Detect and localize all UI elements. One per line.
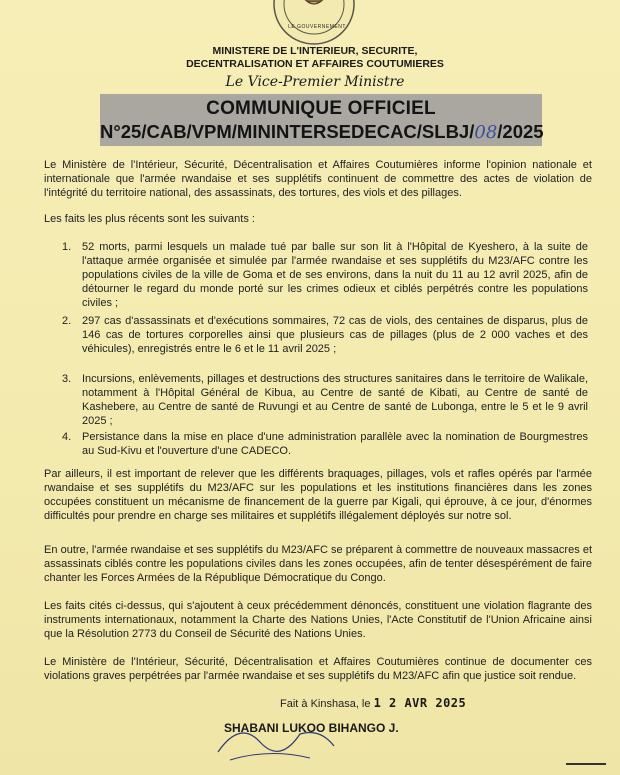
paragraph-documentation: Le Ministère de l'Intérieur, Sécurité, Décentralisation et Affaires Coutumières continue de documenter ces violations graves perpétrées par l'armée rwandaise et ses supplétifs du M23/AFC afin que justice soit rendue. — [44, 656, 592, 682]
list-item-number: 2. — [62, 315, 72, 327]
reference-suffix: /2025 — [497, 121, 544, 142]
paragraph-massacres: En outre, l'armée rwandaise et ses supplétifs du M23/AFC se préparent à commettre de nouveaux massacres et assassinats ciblés contre les populations civiles dans les zones occupées, afin de tenter désespérément de faire chanter les Forces Armées de la République Démocratique du Congo. — [44, 544, 592, 584]
list-item-number: 1. — [62, 241, 72, 253]
ministry-line-2: DECENTRALISATION ET AFFAIRES COUTUMIERES — [186, 58, 444, 70]
paragraph-violations: Les faits cités ci-dessus, qui s'ajoutent à ceux précédemment dénoncés, constituent une violation flagrante des instruments internationaux, notamment la Charte des Nations Unies, l'Acte Constitutif de l'Union Africaine ainsi que la Résolution 2773 du Conseil de Sécurité des Nations Unies. — [44, 600, 592, 640]
paragraph-financing: Par ailleurs, il est important de relever que les différents braquages, pillages, vols et rafles opérés par l'armée rwandaise et ses supplétifs du M23/AFC sur les populations et les institutions financières dans les zones occupées constituent un mécanisme de financement de la guerre par Kigali, qui éprouve, à ce jour, d'énormes difficultés pour prendre en charge ses militaires et supplétifs illégalement déployés sur notre sol. — [44, 468, 592, 522]
government-seal-icon — [272, 0, 356, 46]
intro-paragraph: Le Ministère de l'Intérieur, Sécurité, Décentralisation et Affaires Coutumières informe l'opinion nationale et internationale que l'armée rwandaise et ses supplétifs continuent de commettre des actes de violation de l'intégrité du territoire national, des assassinats, des tortures, des viols et des pillages. — [44, 159, 592, 199]
list-item-text: 52 morts, parmi lesquels un malade tué par balle sur son lit à l'Hôpital de Kyeshero, à la suite de l'attaque armée organisée et simulée par l'armée rwandaise et ses supplétifs du M23/AFC contre les populations civiles de la ville de Goma et de ses environs, dans la nuit du 11 au 12 avril 2025, afin de détourner le regard du monde porté sur les crimes odieux et ciblés perpétrés contre les populations civiles ; — [82, 241, 588, 309]
list-item-text: 297 cas d'assassinats et d'exécutions sommaires, 72 cas de viols, des centaines de disparus, plus de 146 cas de tortures corporelles ainsi que plusieurs cas de pillages (plus de 2 000 vaches et des véhicules), enregistrés entre le 6 et le 11 avril 2025 ; — [82, 315, 588, 355]
communique-title: COMMUNIQUE OFFICIEL — [206, 98, 436, 119]
facts-heading: Les faits les plus récents sont les suivants : — [44, 213, 255, 225]
list-item-text: Persistance dans la mise en place d'une administration parallèle avec la nomination de Bourgmestres au Sud-Kivu et l'ouverture d'une CADECO. — [82, 431, 588, 457]
list-item-number: 3. — [62, 373, 72, 385]
place-label: Fait à Kinshasa, le — [280, 698, 371, 710]
date-stamp: 1 2 AVR 2025 — [373, 696, 467, 710]
page-corner-mark — [566, 763, 606, 771]
office-title: Le Vice-Premier Ministre — [225, 74, 405, 90]
reference-handwritten-number: 08 — [474, 122, 498, 143]
signer-name: SHABANI LUKOO BIHANGO J. — [224, 721, 399, 735]
ministry-name — [150, 45, 480, 71]
list-item-number: 4. — [62, 431, 72, 443]
seal-caption: LE GOUVERNEMENT — [288, 24, 346, 30]
place-and-date — [280, 696, 466, 710]
list-item-text: Incursions, enlèvements, pillages et destructions des structures sanitaires dans le territoire de Walikale, notamment à l'Hôpital Général de Kibua, au Centre de santé de Kibati, au Centre de santé de Kashebere, au Centre de santé de Ruvungi et au Centre de santé de Lubonga, entre le 5 et le 9 avril 2025 ; — [82, 373, 588, 427]
ministry-line-1: MINISTERE DE L'INTERIEUR, SECURITE, — [212, 45, 418, 57]
reference-number — [100, 121, 542, 143]
reference-prefix: N°25/CAB/VPM/MININTERSEDECAC/SLBJ/ — [100, 121, 475, 142]
